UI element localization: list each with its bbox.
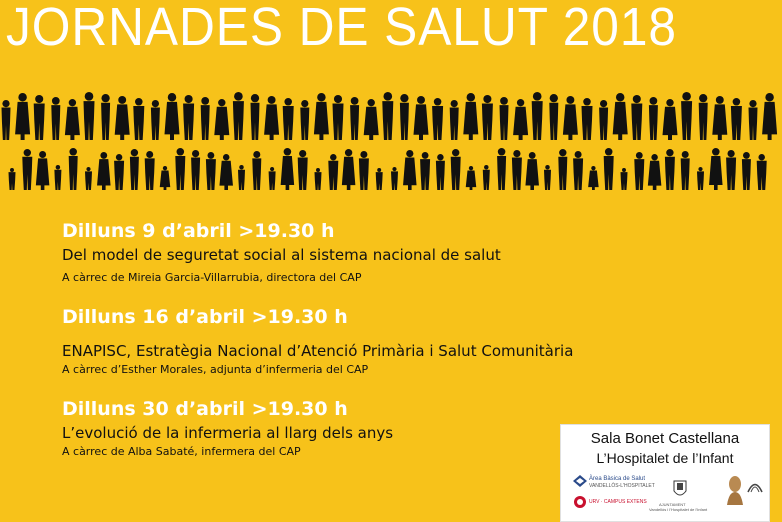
person-silhouette-icon xyxy=(621,168,628,190)
person-silhouette-icon xyxy=(532,92,543,140)
town-logo-line1: AJUNTAMENT xyxy=(659,502,686,507)
person-silhouette-icon xyxy=(97,152,111,190)
event-date-time: Dilluns 30 d’abril >19.30 h xyxy=(62,398,348,420)
person-silhouette-icon xyxy=(214,99,229,140)
person-silhouette-icon xyxy=(512,150,522,190)
abs-logo-line1: Àrea Bàsica de Salut xyxy=(589,476,646,482)
person-silhouette-icon xyxy=(22,149,32,190)
person-silhouette-icon xyxy=(269,167,276,190)
person-silhouette-icon xyxy=(712,96,727,140)
person-silhouette-icon xyxy=(264,96,279,140)
person-silhouette-icon xyxy=(54,165,61,190)
person-silhouette-icon xyxy=(634,152,644,190)
person-silhouette-icon xyxy=(400,94,409,140)
person-silhouette-icon xyxy=(115,96,130,140)
person-silhouette-icon xyxy=(432,98,443,140)
venue-name: Sala Bonet Castellana xyxy=(590,430,740,447)
person-silhouette-icon xyxy=(314,93,329,140)
person-silhouette-icon xyxy=(175,148,185,190)
event-topic: L’evolució de la infermeria al llarg dels anys xyxy=(62,424,394,442)
abs-logo-line2: VANDELLÒS-L'HOSPITALET xyxy=(589,483,655,489)
person-silhouette-icon xyxy=(252,151,261,190)
person-silhouette-icon xyxy=(160,166,171,190)
person-silhouette-icon xyxy=(51,97,60,140)
person-silhouette-icon xyxy=(549,94,558,140)
person-silhouette-icon xyxy=(563,96,578,140)
person-silhouette-icon xyxy=(34,95,45,140)
person-silhouette-icon xyxy=(762,93,777,140)
person-silhouette-icon xyxy=(604,148,614,190)
person-silhouette-icon xyxy=(382,92,393,140)
person-silhouette-icon xyxy=(130,149,139,190)
person-silhouette-icon xyxy=(665,149,675,190)
person-silhouette-icon xyxy=(599,100,608,140)
person-silhouette-icon xyxy=(183,95,194,140)
person-silhouette-icon xyxy=(9,168,16,190)
bust-logo-icon xyxy=(725,475,745,505)
person-silhouette-icon xyxy=(251,94,260,140)
event-date-time: Dilluns 16 d’abril >19.30 h xyxy=(62,306,348,328)
person-silhouette-icon xyxy=(238,165,245,190)
person-silhouette-icon xyxy=(85,167,92,190)
person-silhouette-icon xyxy=(482,95,493,140)
person-silhouette-icon xyxy=(145,151,155,190)
person-silhouette-icon xyxy=(328,154,338,190)
person-silhouette-icon xyxy=(742,152,751,190)
person-silhouette-icon xyxy=(84,92,95,140)
person-silhouette-icon xyxy=(582,98,593,140)
person-silhouette-icon xyxy=(364,99,379,140)
person-silhouette-icon xyxy=(151,100,160,140)
person-silhouette-icon xyxy=(403,150,417,190)
person-silhouette-icon xyxy=(315,168,322,190)
person-silhouette-icon xyxy=(649,97,658,140)
person-silhouette-icon xyxy=(191,150,200,190)
person-silhouette-icon xyxy=(414,96,429,140)
person-silhouette-icon xyxy=(233,92,244,140)
person-silhouette-icon xyxy=(613,93,628,140)
person-silhouette-icon xyxy=(333,95,344,140)
person-silhouette-icon xyxy=(681,92,692,140)
person-silhouette-icon xyxy=(513,99,528,140)
person-silhouette-icon xyxy=(283,98,294,140)
person-silhouette-icon xyxy=(114,154,124,190)
person-silhouette-icon xyxy=(69,148,78,190)
person-silhouette-icon xyxy=(298,150,308,190)
person-silhouette-icon xyxy=(133,98,144,140)
abs-logo-icon xyxy=(573,475,587,487)
person-silhouette-icon xyxy=(726,150,736,190)
people-silhouettes-row-2 xyxy=(0,146,782,190)
person-silhouette-icon xyxy=(466,166,477,190)
person-silhouette-icon xyxy=(757,154,767,190)
person-silhouette-icon xyxy=(101,94,110,140)
person-silhouette-icon xyxy=(2,100,11,140)
person-silhouette-icon xyxy=(376,168,383,190)
town-crest-icon xyxy=(673,479,687,499)
person-silhouette-icon xyxy=(342,149,356,190)
person-silhouette-icon xyxy=(451,149,461,190)
urv-logo-text: URV · CAMPUS EXTENS xyxy=(589,499,647,505)
town-logo-line2: Vandellòs i l'Hospitalet de l'Infant xyxy=(649,507,708,512)
poster-title: JORNADES DE SALUT 2018 xyxy=(6,0,677,57)
person-silhouette-icon xyxy=(15,93,30,140)
venue-town: L’Hospitalet de l’Infant xyxy=(596,450,734,466)
person-silhouette-icon xyxy=(450,100,459,140)
person-silhouette-icon xyxy=(463,93,478,140)
person-silhouette-icon xyxy=(420,152,430,190)
person-silhouette-icon xyxy=(436,154,445,190)
person-silhouette-icon xyxy=(558,149,567,190)
person-silhouette-icon xyxy=(300,100,309,140)
person-silhouette-icon xyxy=(681,151,690,190)
person-silhouette-icon xyxy=(500,97,509,140)
person-silhouette-icon xyxy=(350,97,359,140)
arch-logo-icon xyxy=(747,479,763,493)
person-silhouette-icon xyxy=(573,151,583,190)
event-speaker: A càrrec de Alba Sabaté, infermera del CAP xyxy=(62,445,301,458)
person-silhouette-icon xyxy=(483,165,490,190)
event-speaker: A càrrec d’Esther Morales, adjunta d’infermeria del CAP xyxy=(62,363,369,376)
person-silhouette-icon xyxy=(497,148,506,190)
person-silhouette-icon xyxy=(206,152,216,190)
person-silhouette-icon xyxy=(65,99,80,140)
person-silhouette-icon xyxy=(544,165,551,190)
person-silhouette-icon xyxy=(709,148,723,190)
person-silhouette-icon xyxy=(525,152,539,190)
person-silhouette-icon xyxy=(699,94,708,140)
people-silhouettes-row-1 xyxy=(0,90,782,140)
person-silhouette-icon xyxy=(663,99,678,140)
person-silhouette-icon xyxy=(359,151,369,190)
event-date-time: Dilluns 9 d’abril >19.30 h xyxy=(62,220,335,242)
event-2 xyxy=(62,306,573,376)
event-topic: Del model de seguretat social al sistema nacional de salut xyxy=(62,246,501,264)
person-silhouette-icon xyxy=(201,97,210,140)
person-silhouette-icon xyxy=(697,167,704,190)
person-silhouette-icon xyxy=(36,151,50,190)
person-silhouette-icon xyxy=(219,154,233,190)
person-silhouette-icon xyxy=(588,166,599,190)
venue-box xyxy=(560,424,770,522)
person-silhouette-icon xyxy=(731,98,742,140)
urv-logo-icon xyxy=(573,495,587,509)
person-silhouette-icon xyxy=(749,100,758,140)
event-3 xyxy=(62,398,393,458)
event-topic: ENAPISC, Estratègia Nacional d’Atenció Primària i Salut Comunitària xyxy=(62,342,574,360)
person-silhouette-icon xyxy=(165,93,180,140)
person-silhouette-icon xyxy=(281,148,295,190)
person-silhouette-icon xyxy=(648,154,662,190)
person-silhouette-icon xyxy=(631,95,642,140)
person-silhouette-icon xyxy=(391,167,398,190)
event-speaker: A càrrec de Mireia Garcia-Villarrubia, directora del CAP xyxy=(62,271,362,284)
sponsor-logos xyxy=(569,475,763,517)
event-1 xyxy=(62,220,501,284)
